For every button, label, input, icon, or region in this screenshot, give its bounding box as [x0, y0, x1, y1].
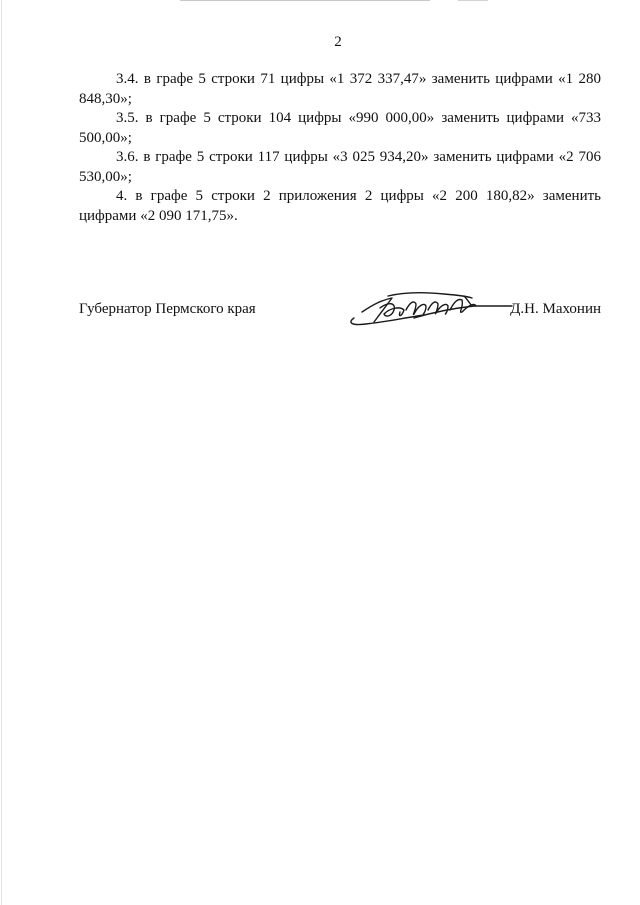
signer-name: Д.Н. Махонин [510, 301, 601, 317]
paragraph-3-6: 3.6. в графе 5 строки 117 цифры «3 025 934,20» заменить цифрами «2 706 530,00»; [79, 149, 601, 185]
document-body [79, 70, 601, 226]
scan-edge [180, 0, 430, 1]
paragraph-4: 4. в графе 5 строки 2 приложения 2 цифры «2 200 180,82» заменить цифрами «2 090 171,75». [79, 188, 601, 224]
scan-edge [458, 0, 488, 1]
signature-block [79, 296, 601, 336]
paragraph-3-5: 3.5. в графе 5 строки 104 цифры «990 000,00» заменить цифрами «733 500,00»; [79, 110, 601, 146]
handwritten-signature-icon [344, 288, 514, 332]
page-number: 2 [334, 34, 342, 50]
signer-title: Губернатор Пермского края [79, 301, 256, 317]
scan-edge [1, 0, 2, 905]
paragraph-3-4: 3.4. в графе 5 строки 71 цифры «1 372 337,47» заменить цифрами «1 280 848,30»; [79, 71, 601, 107]
